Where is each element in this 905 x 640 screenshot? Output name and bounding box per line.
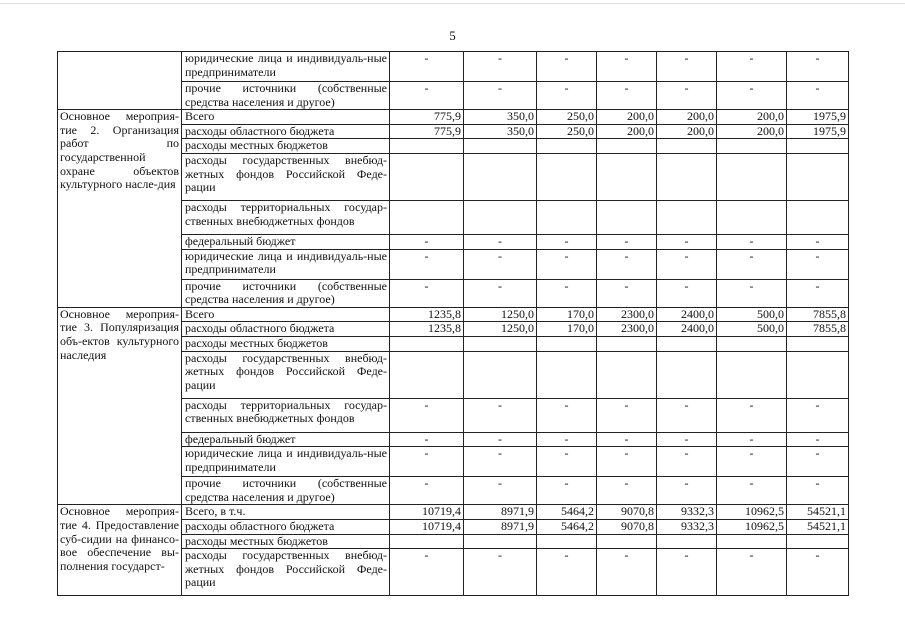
measure-label: Основное мероприя-тие 2. Организация работ по государственной охране объектов культурного насле-дия xyxy=(58,110,182,308)
value-cell xyxy=(537,351,597,398)
value-cell xyxy=(597,200,657,234)
value-cell: - xyxy=(717,477,787,505)
value-cell: - xyxy=(464,234,537,249)
funding-source-label: прочие источники (собственные средства населения и другое) xyxy=(182,82,390,110)
value-cell xyxy=(464,139,537,154)
value-cell: - xyxy=(657,432,717,447)
value-cell: 10719,4 xyxy=(390,505,464,520)
value-cell: - xyxy=(537,447,597,477)
funding-source-label: расходы местных бюджетов xyxy=(182,336,390,351)
value-cell: - xyxy=(717,447,787,477)
value-cell: - xyxy=(537,549,597,596)
table-row xyxy=(58,52,849,82)
value-cell: - xyxy=(597,82,657,110)
funding-source-label: расходы государственных внебюд-жетных фондов Российской Феде-рации xyxy=(182,153,390,200)
value-cell: 2400,0 xyxy=(657,307,717,322)
value-cell: 1250,0 xyxy=(464,322,537,337)
value-cell: 250,0 xyxy=(537,124,597,139)
value-cell: - xyxy=(390,447,464,477)
value-cell xyxy=(787,351,849,398)
funding-source-label: Всего xyxy=(182,110,390,125)
value-cell: - xyxy=(390,52,464,82)
funding-source-label: юридические лица и индивидуаль-ные предприниматели xyxy=(182,52,390,82)
value-cell: - xyxy=(597,234,657,249)
value-cell: - xyxy=(657,279,717,307)
value-cell: - xyxy=(657,249,717,279)
value-cell: - xyxy=(464,82,537,110)
value-cell xyxy=(787,200,849,234)
value-cell: - xyxy=(717,234,787,249)
value-cell: - xyxy=(597,549,657,596)
table-row xyxy=(58,307,849,322)
value-cell xyxy=(464,153,537,200)
value-cell xyxy=(390,351,464,398)
value-cell xyxy=(717,153,787,200)
value-cell: 1975,9 xyxy=(787,110,849,125)
value-cell: - xyxy=(597,52,657,82)
value-cell xyxy=(390,153,464,200)
funding-source-label: федеральный бюджет xyxy=(182,234,390,249)
value-cell: - xyxy=(597,477,657,505)
value-cell: - xyxy=(537,82,597,110)
value-cell: - xyxy=(537,52,597,82)
value-cell: - xyxy=(657,549,717,596)
value-cell: - xyxy=(597,279,657,307)
value-cell: 9332,3 xyxy=(657,505,717,520)
value-cell: 9070,8 xyxy=(597,505,657,520)
value-cell xyxy=(597,139,657,154)
value-cell: - xyxy=(787,249,849,279)
value-cell xyxy=(464,200,537,234)
value-cell: 775,9 xyxy=(390,110,464,125)
funding-source-label: расходы государственных внебюд-жетных фондов Российской Феде-рации xyxy=(182,351,390,398)
value-cell: - xyxy=(657,234,717,249)
value-cell xyxy=(464,534,537,549)
value-cell xyxy=(657,351,717,398)
funding-source-label: расходы областного бюджета xyxy=(182,322,390,337)
value-cell: - xyxy=(390,234,464,249)
value-cell: 8971,9 xyxy=(464,505,537,520)
funding-source-label: расходы территориальных государ-ственных внебюджетных фондов xyxy=(182,398,390,432)
value-cell xyxy=(390,139,464,154)
value-cell: 1235,8 xyxy=(390,307,464,322)
funding-source-label: расходы местных бюджетов xyxy=(182,139,390,154)
value-cell: - xyxy=(537,234,597,249)
value-cell xyxy=(657,200,717,234)
value-cell xyxy=(537,200,597,234)
value-cell xyxy=(597,351,657,398)
funding-source-label: прочие источники (собственные средства населения и другое) xyxy=(182,477,390,505)
value-cell: - xyxy=(464,432,537,447)
value-cell: 10962,5 xyxy=(717,505,787,520)
funding-source-label: юридические лица и индивидуаль-ные предприниматели xyxy=(182,447,390,477)
funding-source-label: прочие источники (собственные средства населения и другое) xyxy=(182,279,390,307)
value-cell: - xyxy=(464,447,537,477)
value-cell: 54521,1 xyxy=(787,519,849,534)
value-cell: - xyxy=(464,52,537,82)
value-cell: 500,0 xyxy=(717,307,787,322)
value-cell: - xyxy=(717,249,787,279)
value-cell: 9332,3 xyxy=(657,519,717,534)
value-cell xyxy=(464,351,537,398)
value-cell: - xyxy=(537,249,597,279)
value-cell: - xyxy=(787,432,849,447)
value-cell: - xyxy=(537,279,597,307)
value-cell: 1975,9 xyxy=(787,124,849,139)
value-cell: - xyxy=(657,477,717,505)
measure-label xyxy=(58,52,182,110)
value-cell: 2300,0 xyxy=(597,322,657,337)
value-cell: - xyxy=(787,279,849,307)
value-cell xyxy=(717,336,787,351)
value-cell xyxy=(787,139,849,154)
value-cell: - xyxy=(390,549,464,596)
value-cell: - xyxy=(464,549,537,596)
value-cell: - xyxy=(537,432,597,447)
value-cell: - xyxy=(787,398,849,432)
value-cell: - xyxy=(597,398,657,432)
top-border-line xyxy=(0,3,905,4)
funding-source-label: юридические лица и индивидуаль-ные предприниматели xyxy=(182,249,390,279)
value-cell xyxy=(657,336,717,351)
value-cell: 8971,9 xyxy=(464,519,537,534)
value-cell: 250,0 xyxy=(537,110,597,125)
value-cell: 350,0 xyxy=(464,110,537,125)
value-cell xyxy=(657,534,717,549)
value-cell: 200,0 xyxy=(717,124,787,139)
value-cell: - xyxy=(597,249,657,279)
value-cell: - xyxy=(717,82,787,110)
value-cell: - xyxy=(464,279,537,307)
value-cell: - xyxy=(537,477,597,505)
value-cell: - xyxy=(657,52,717,82)
value-cell xyxy=(787,153,849,200)
value-cell xyxy=(657,153,717,200)
value-cell xyxy=(464,336,537,351)
value-cell: - xyxy=(390,477,464,505)
value-cell xyxy=(597,153,657,200)
value-cell: 5464,2 xyxy=(537,505,597,520)
value-cell: 54521,1 xyxy=(787,505,849,520)
funding-source-label: расходы местных бюджетов xyxy=(182,534,390,549)
value-cell: - xyxy=(390,432,464,447)
value-cell: - xyxy=(390,398,464,432)
value-cell: - xyxy=(464,249,537,279)
value-cell: 9070,8 xyxy=(597,519,657,534)
value-cell: 350,0 xyxy=(464,124,537,139)
value-cell: - xyxy=(717,549,787,596)
budget-table xyxy=(57,51,849,596)
value-cell xyxy=(717,534,787,549)
value-cell: - xyxy=(717,279,787,307)
value-cell: 200,0 xyxy=(657,124,717,139)
value-cell: 170,0 xyxy=(537,307,597,322)
value-cell: - xyxy=(657,398,717,432)
value-cell xyxy=(390,336,464,351)
value-cell: 1235,8 xyxy=(390,322,464,337)
measure-label: Основное мероприя-тие 3. Популяризация объ-ектов культурного наследия xyxy=(58,307,182,505)
value-cell: 2400,0 xyxy=(657,322,717,337)
value-cell: 5464,2 xyxy=(537,519,597,534)
value-cell: 2300,0 xyxy=(597,307,657,322)
value-cell xyxy=(537,534,597,549)
value-cell: - xyxy=(787,234,849,249)
measure-label: Основное мероприя-тие 4. Предоставление суб-сидии на финансо-вое обеспечение вы-полнения государст- xyxy=(58,505,182,596)
funding-source-label: расходы территориальных государ-ственных внебюджетных фондов xyxy=(182,200,390,234)
value-cell: - xyxy=(597,447,657,477)
value-cell xyxy=(787,534,849,549)
funding-source-label: Всего xyxy=(182,307,390,322)
value-cell: 10719,4 xyxy=(390,519,464,534)
value-cell: - xyxy=(787,447,849,477)
funding-source-label: расходы областного бюджета xyxy=(182,519,390,534)
value-cell: - xyxy=(390,82,464,110)
value-cell xyxy=(717,351,787,398)
value-cell: 775,9 xyxy=(390,124,464,139)
value-cell: - xyxy=(657,447,717,477)
value-cell xyxy=(597,534,657,549)
table-row xyxy=(58,110,849,125)
value-cell xyxy=(390,200,464,234)
value-cell xyxy=(390,534,464,549)
value-cell: - xyxy=(787,82,849,110)
value-cell: - xyxy=(787,477,849,505)
value-cell xyxy=(717,200,787,234)
value-cell: - xyxy=(464,398,537,432)
value-cell xyxy=(657,139,717,154)
value-cell: - xyxy=(390,249,464,279)
value-cell: - xyxy=(597,432,657,447)
value-cell xyxy=(787,336,849,351)
value-cell xyxy=(537,336,597,351)
value-cell xyxy=(717,139,787,154)
page-number: 5 xyxy=(449,28,456,43)
funding-source-label: расходы областного бюджета xyxy=(182,124,390,139)
value-cell: 7855,8 xyxy=(787,307,849,322)
value-cell: 200,0 xyxy=(657,110,717,125)
value-cell: 1250,0 xyxy=(464,307,537,322)
value-cell: - xyxy=(717,52,787,82)
value-cell xyxy=(537,139,597,154)
value-cell: - xyxy=(787,52,849,82)
value-cell: - xyxy=(464,477,537,505)
value-cell: 170,0 xyxy=(537,322,597,337)
value-cell xyxy=(537,153,597,200)
value-cell: 500,0 xyxy=(717,322,787,337)
value-cell: 200,0 xyxy=(597,110,657,125)
value-cell: 7855,8 xyxy=(787,322,849,337)
value-cell: - xyxy=(717,432,787,447)
value-cell: 10962,5 xyxy=(717,519,787,534)
funding-source-label: Всего, в т.ч. xyxy=(182,505,390,520)
value-cell: - xyxy=(657,82,717,110)
funding-source-label: федеральный бюджет xyxy=(182,432,390,447)
value-cell xyxy=(597,336,657,351)
table-row xyxy=(58,505,849,520)
value-cell: - xyxy=(717,398,787,432)
value-cell: 200,0 xyxy=(717,110,787,125)
value-cell: - xyxy=(787,549,849,596)
value-cell: - xyxy=(537,398,597,432)
value-cell: - xyxy=(390,279,464,307)
funding-source-label: расходы государственных внебюд-жетных фондов Российской Феде-рации xyxy=(182,549,390,596)
value-cell: 200,0 xyxy=(597,124,657,139)
